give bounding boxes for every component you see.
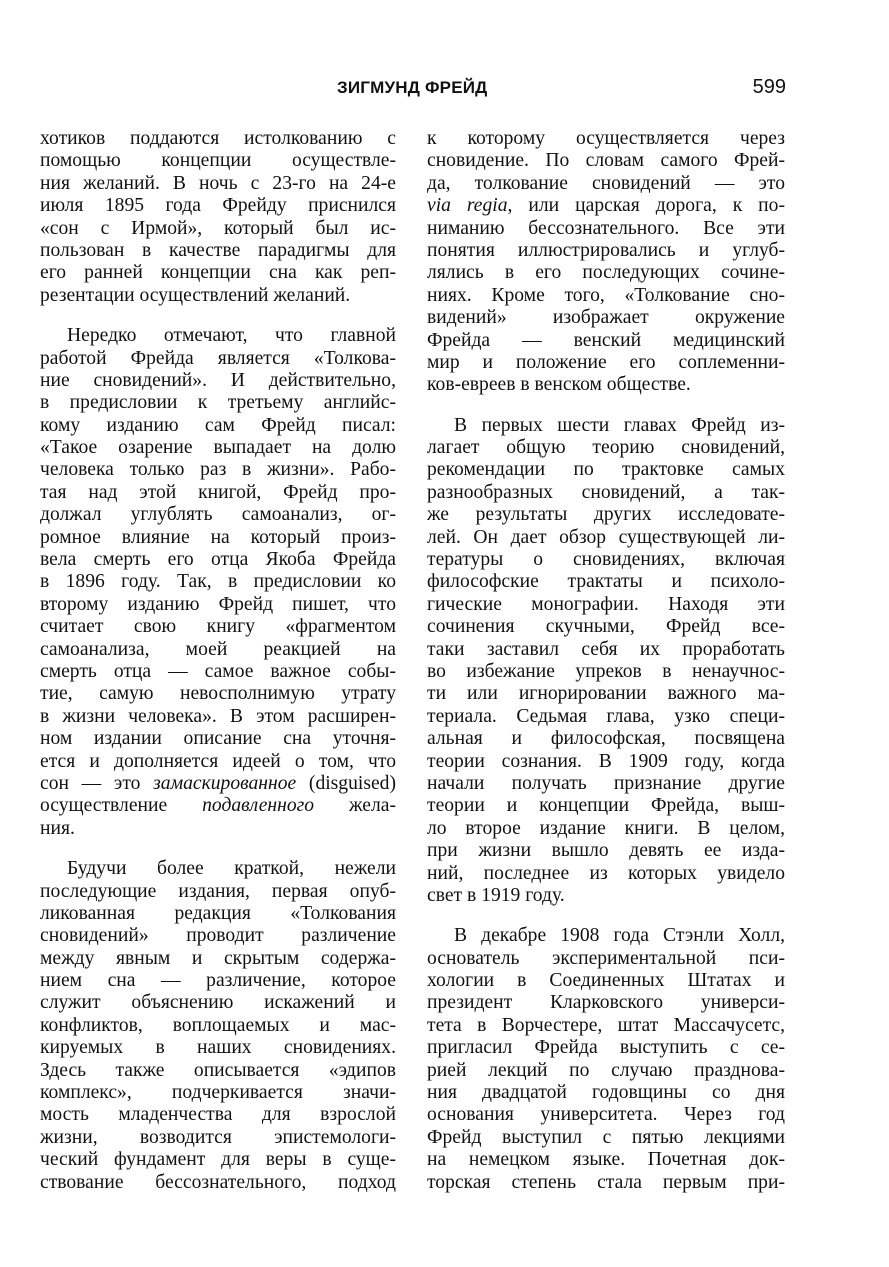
left-column <box>40 128 396 1194</box>
text-line: конфликтов, воплощаемых и мас- <box>40 1014 396 1036</box>
text-line: лялись в его последующих сочине- <box>427 262 785 284</box>
text-line: ния двадцатой годовщины со дня <box>427 1082 785 1104</box>
text-line: ти или игнорировании важного ма- <box>427 683 785 705</box>
text-line: ло второе издание книги. В целом, <box>427 817 785 839</box>
text-line: тие, самую невосполнимую утрату <box>40 683 396 705</box>
text-run: жела- <box>314 795 396 817</box>
italic-term: via regia <box>427 195 508 217</box>
header-title: ЗИГМУНД ФРЕЙД <box>337 78 488 97</box>
text-line: альная и философская, посвящена <box>427 728 785 750</box>
text-line: ликованная редакция «Толкования <box>40 902 396 924</box>
text-line: сочинения скучными, Фрейд все- <box>427 616 785 638</box>
text-line: рекомендации по трактовке самых <box>427 459 785 481</box>
text-line: вела смерть его отца Якоба Фрейда <box>40 549 396 571</box>
text-line: президент Кларковского универси- <box>427 992 785 1014</box>
text-line: июля 1895 года Фрейду приснился <box>40 195 396 217</box>
text-line: да, толкование сновидений — это <box>427 172 785 194</box>
text-line: теории и концепции Фрейда, выш- <box>427 795 785 817</box>
text-line: жизни, возводится эпистемологи- <box>40 1126 396 1148</box>
text-line: тературы о сновидениях, включая <box>427 549 785 571</box>
running-header <box>40 78 786 106</box>
text-line: гические монографии. Находя эти <box>427 593 785 615</box>
text-line: ном издании описание сна уточня- <box>40 728 396 750</box>
text-line: «Такое озарение выпадает на долю <box>40 437 396 459</box>
text-line: нием сна — различение, которое <box>40 970 396 992</box>
text-line: служит объяснению искажений и <box>40 992 396 1014</box>
text-line: лагает общую теорию сновидений, <box>427 437 785 459</box>
text-line: кому изданию сам Фрейд писал: <box>40 414 396 436</box>
text-line: во избежание упреков в ненаучнос- <box>427 660 785 682</box>
text-line: к которому осуществляется через <box>427 128 785 149</box>
text-line: разнообразных сновидений, а так- <box>427 481 785 503</box>
paragraph <box>40 858 396 1194</box>
paragraph <box>427 925 785 1194</box>
text-line: ромное влияние на который произ- <box>40 526 396 548</box>
text-line: человека только раз в жизни». Рабо- <box>40 459 396 481</box>
text-line: мир и положение его соплеменни- <box>427 351 785 373</box>
text-line: ется и дополняется идеей о том, что <box>40 750 396 772</box>
text-line: В декабре 1908 года Стэнли Холл, <box>454 925 785 947</box>
text-line <box>40 773 396 795</box>
text-line: между явным и скрытым содержа- <box>40 947 396 969</box>
text-line: таки заставил себя их проработать <box>427 638 785 660</box>
text-line: свет в 1919 году. <box>427 884 565 906</box>
text-line: в жизни человека». В этом расширен- <box>40 705 396 727</box>
text-line: видений» изображает окружение <box>427 307 785 329</box>
text-line: ния желаний. В ночь с 23-го на 24-е <box>40 172 396 194</box>
text-line: сновидение. По словам самого Фрей- <box>427 150 785 172</box>
paragraph <box>40 325 396 840</box>
text-line: на немецком языке. Почетная док- <box>427 1149 785 1171</box>
text-line: при жизни вышло девять ее изда- <box>427 840 785 862</box>
text-line: «сон с Ирмой», который был ис- <box>40 217 396 239</box>
text-line: кируемых в наших сновидениях. <box>40 1037 396 1059</box>
text-line: самоанализа, моей реакцией на <box>40 638 396 660</box>
text-line: должал углублять самоанализ, ог- <box>40 504 396 526</box>
text-line: понятия иллюстрировались и углуб- <box>427 239 785 261</box>
text-line: Здесь также описывается «эдипов <box>40 1059 396 1081</box>
text-line: В первых шести главах Фрейд из- <box>454 414 785 436</box>
text-line: рией лекций по случаю празднова- <box>427 1059 785 1081</box>
text-line: Будучи более краткой, нежели <box>67 858 396 880</box>
text-line: торская степень стала первым при- <box>427 1171 785 1193</box>
text-line: помощью концепции осуществле- <box>40 150 396 172</box>
text-line: в 1896 году. Так, в предисловии ко <box>40 571 396 593</box>
italic-term: замаскированное <box>153 772 297 794</box>
text-line: резентации осуществлений желаний. <box>40 284 351 306</box>
text-line: Фрейд выступил с пятью лекциями <box>427 1126 785 1148</box>
text-run: (disguised) <box>296 772 396 794</box>
text-line: комплекс», подчеркивается значи- <box>40 1082 396 1104</box>
paragraph <box>427 128 785 397</box>
text-line: философские трактаты и психоло- <box>427 571 785 593</box>
text-line: хологии в Соединенных Штатах и <box>427 970 785 992</box>
text-line <box>40 795 396 817</box>
text-line: работой Фрейда является «Толкова- <box>40 347 396 369</box>
text-line: пользован в качестве парадигмы для <box>40 239 396 261</box>
text-line: второму изданию Фрейд пишет, что <box>40 593 396 615</box>
text-line: ниях. Кроме того, «Толкование сно- <box>427 284 785 306</box>
page-number: 599 <box>752 76 786 98</box>
text-line: ниманию бессознательного. Все эти <box>427 217 785 239</box>
text-line <box>427 195 785 217</box>
text-line: ков-евреев в венском обществе. <box>427 374 691 396</box>
text-line: основания университета. Через год <box>427 1104 785 1126</box>
paragraph <box>427 415 785 908</box>
text-line: основатель экспериментальной пси- <box>427 947 785 969</box>
text-line: ческий фундамент для веры в суще- <box>40 1149 396 1171</box>
text-line: пригласил Фрейда выступить с се- <box>427 1037 785 1059</box>
text-run: осуществление <box>40 795 203 817</box>
text-line: его ранней концепции сна как реп- <box>40 262 396 284</box>
text-line: теории сознания. В 1909 году, когда <box>427 750 785 772</box>
text-line: же результаты других исследовате- <box>427 504 785 526</box>
text-run: , или царская дорога, к по- <box>507 195 785 217</box>
text-line: в предисловии к третьему английс- <box>40 392 396 414</box>
text-line: последующие издания, первая опуб- <box>40 880 396 902</box>
text-line: ний, последнее из которых увидело <box>427 862 785 884</box>
paragraph <box>40 128 396 307</box>
italic-term: подавленного <box>202 795 315 817</box>
text-line: ние сновидений». И действительно, <box>40 369 396 391</box>
text-line: Нередко отмечают, что главной <box>67 325 396 347</box>
text-run: сон — это <box>40 772 154 794</box>
text-line: ствование бессознательного, подход <box>40 1171 396 1193</box>
text-line: тая над этой книгой, Фрейд про- <box>40 481 396 503</box>
text-line: считает свою книгу «фрагментом <box>40 616 396 638</box>
text-line: смерть отца — самое важное собы- <box>40 660 396 682</box>
text-line: ния. <box>40 817 75 839</box>
text-line: териала. Седьмая глава, узко специ- <box>427 705 785 727</box>
text-line: лей. Он дает обзор существующей ли- <box>427 526 785 548</box>
text-line: мость младенчества для взрослой <box>40 1104 396 1126</box>
text-line: хотиков поддаются истолкованию с <box>40 128 396 149</box>
text-line: Фрейда — венский медицинский <box>427 329 785 351</box>
text-line: тета в Ворчестере, штат Массачусетс, <box>427 1014 785 1036</box>
right-column <box>427 128 785 1194</box>
text-line: начали получать признание другие <box>427 772 785 794</box>
text-line: сновидений» проводит различение <box>40 925 396 947</box>
